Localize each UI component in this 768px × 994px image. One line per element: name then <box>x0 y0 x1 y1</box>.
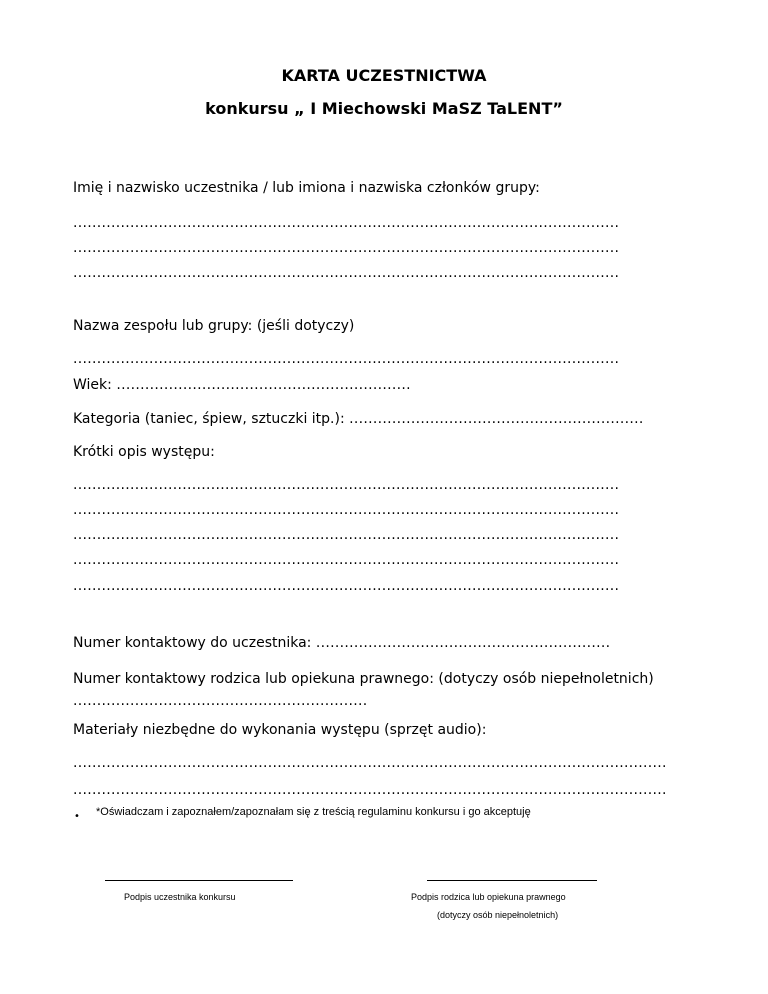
bullet-icon: • <box>74 811 80 822</box>
form-title: KARTA UCZESTNICTWA <box>281 66 487 85</box>
contact-line: .............................................................. <box>315 635 611 651</box>
group-name-line: ................................................................................................................... <box>73 351 620 367</box>
declaration-text: *Oświadczam i zapoznałem/zapoznałam się z treścią regulaminu konkursu i go akceptuję <box>96 806 531 818</box>
parent-signature-line <box>427 880 597 881</box>
description-label: Krótki opis występu: <box>73 444 215 460</box>
contact-row <box>73 634 610 652</box>
materials-line-2: ............................................................................................................................. <box>73 782 667 798</box>
category-line: .............................................................. <box>349 411 644 427</box>
parent-signature-label: Podpis rodzica lub opiekuna prawnego <box>411 892 566 902</box>
description-line-1: ................................................................................................................... <box>73 477 620 493</box>
materials-label: Materiały niezbędne do wykonania występu (sprzęt audio): <box>73 722 487 738</box>
participant-name-line-1: ................................................................................................................... <box>73 215 620 231</box>
group-name-label: Nazwa zespołu lub grupy: (jeśli dotyczy) <box>73 318 355 334</box>
category-label: Kategoria (taniec, śpiew, sztuczki itp.): <box>73 411 345 427</box>
age-row <box>73 376 411 394</box>
age-label: Wiek: <box>73 377 112 393</box>
category-row <box>73 410 644 428</box>
participant-name-line-3: ................................................................................................................... <box>73 265 620 281</box>
participant-signature-line <box>105 880 293 881</box>
participant-name-line-2: ................................................................................................................... <box>73 240 620 256</box>
contact-label: Numer kontaktowy do uczestnika: <box>73 635 312 651</box>
age-line: .............................................................. <box>116 377 411 393</box>
participant-name-label: Imię i nazwisko uczestnika / lub imiona i nazwiska członków grupy: <box>73 180 540 196</box>
description-line-4: ................................................................................................................... <box>73 552 620 568</box>
materials-line-1: ............................................................................................................................. <box>73 755 667 771</box>
description-line-5: ................................................................................................................... <box>73 578 620 594</box>
participant-signature-label: Podpis uczestnika konkursu <box>124 892 236 902</box>
parent-signature-note: (dotyczy osób niepełnoletnich) <box>437 910 559 920</box>
parent-contact-label: Numer kontaktowy rodzica lub opiekuna prawnego: (dotyczy osób niepełnoletnich) <box>73 671 654 687</box>
description-line-2: ................................................................................................................... <box>73 502 620 518</box>
parent-contact-line: .............................................................. <box>73 693 368 709</box>
form-subtitle: konkursu „ I Miechowski MaSZ TaLENT” <box>205 99 563 118</box>
description-line-3: ................................................................................................................... <box>73 527 620 543</box>
